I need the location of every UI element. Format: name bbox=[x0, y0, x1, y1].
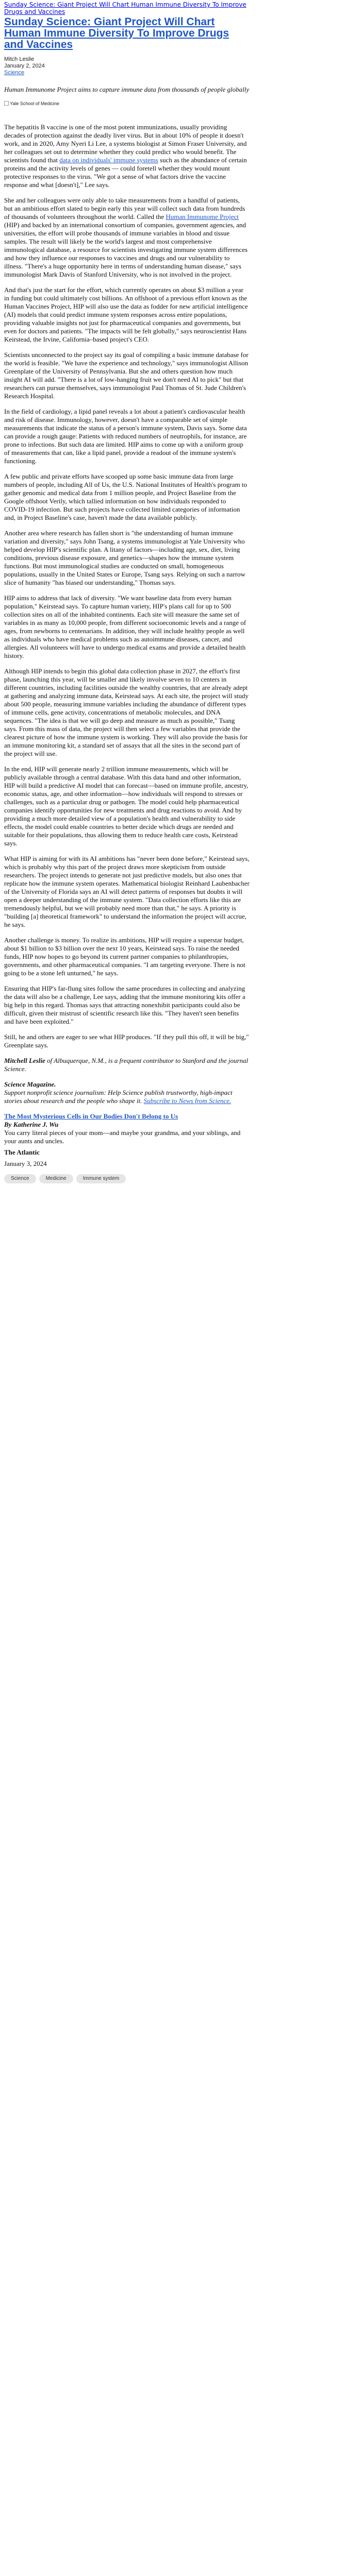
paragraph: Still, he and others are eager to see what HIP produces. "If they pull this off, it will be big," Greenplate says. bbox=[4, 1033, 249, 1049]
paragraph: The hepatitis B vaccine is one of the most potent immunizations, usually providing decades of protection against the deadly liver virus. But in about 10% of people it doesn't work, and in 2020, Amy Nyeri Li Lee, a systems biologist at Simon Fraser University, and her colleagues set out to determine whether they could predict who would benefit. The scientists found that data on individuals' immune systems such as the abundance of certain proteins and the activity levels of genes — could foretell whether they would mount protective responses to the virus. "We got a sense of what factors drive the vaccine response and what [doesn't]," Lee says. bbox=[4, 123, 247, 189]
image-credit bbox=[4, 101, 250, 107]
related-article-date: January 3, 2024 bbox=[4, 1160, 47, 1167]
subscribe-link[interactable]: Subscribe to News from Science. bbox=[143, 1097, 232, 1105]
paragraph: Although HIP intends to begin this global data collection phase in 2027, the effort's first phase, launching this year, will be smaller and likely involve seven to 10 centers in different countries, including facilities outside the wealthy countries, that are already adept at gathering and analyzing immune data, Keirstead says. At each site, the project will study about 500 people, measuring immune variables including the abundance of different types of immune cells, gene activity, concentrations of metabolic molecules, and DNA sequences. "The idea is that we will go deep and measure as much as possible," Tsang says. From this mass of data, the project will then select a few variables that provide the clearest picture of how the immune system is working. They will also provide the basis for an immune monitoring kit, a standard set of assays that all the sites in the second part of the project will use. bbox=[4, 667, 249, 757]
article-lede: Human Immunome Project aims to capture immune data from thousands of people globally bbox=[4, 86, 250, 93]
immune-data-link[interactable]: data on individuals' immune systems bbox=[59, 156, 158, 164]
author-name: Mitch Leslie bbox=[4, 56, 35, 62]
article-headline[interactable]: Sunday Science: Giant Project Will Chart Human Immune Diversity To Improve Drugs and Vaccines bbox=[4, 16, 229, 50]
paragraph: Another area where research has fallen short is "the understanding of human immune variation and diversity," says John Tsang, a systems immunologist at Yale University who helped develop HIP's scientific plan. A litany of factors—including age, sex, diet, living conditions, previous disease exposure, and genetics—shapes how the immune system functions. But most immunological studies are conducted on small, homogeneous populations, usually in the United States or Europe, Tsang says. Relying on such a narrow slice of humanity "has biased our understanding," Thomas says. bbox=[4, 529, 245, 586]
tag-medicine[interactable]: Medicine bbox=[39, 1174, 73, 1183]
tag-science[interactable]: Science bbox=[4, 1174, 36, 1183]
image-credit-text: Yale School of Medicine bbox=[10, 101, 59, 106]
related-article bbox=[4, 1112, 250, 1168]
author-signature: Mitchell Leslie bbox=[4, 1057, 45, 1064]
related-article-title[interactable]: The Most Mysterious Cells in Our Bodies Don't Belong to Us bbox=[4, 1112, 178, 1120]
tag-list bbox=[4, 1174, 250, 1183]
header-image[interactable] bbox=[4, 1, 250, 15]
related-article-summary: You carry literal pieces of your mom—and maybe your grandma, and your siblings, and your aunts and uncles. bbox=[4, 1129, 241, 1145]
article bbox=[4, 0, 250, 1183]
paragraph: HIP aims to address that lack of diversity. "We want baseline data from every human population," Keirstead says. To capture human variety, HIP's plans call for up to 500 collection sites on all of the inhabited continents. Each site will measure the same set of variables in as many as 10,000 people, from different socioeconomic levels and a range of ages, from newborns to centenarians. In addition, they will include healthy people as well as individuals who have medical problems such as autoimmune diseases, cancer, and allergies. All volunteers will have to undergo medical exams and provide a detailed health history. bbox=[4, 594, 247, 659]
paragraph: In the field of cardiology, a lipid panel reveals a lot about a patient's cardiovascular health and risk of disease. Immunology, however, doesn't have a comparable set of simple measurements that indicate the status of a person's immune system, Davis says. Some data can provide a rough gauge: Patients with reduced numbers of neutrophils, for instance, are prone to infections. But such data are limited. HIP aims to come up with a uniform group of measurements that can, like a lipid panel, provide a readout of the immune system's functioning. bbox=[4, 408, 247, 465]
related-article-byline: By Katherine J. Wu bbox=[4, 1121, 59, 1128]
paragraph: Scientists unconnected to the project say its goal of compiling a basic immune database for the world is feasible. "We have the experience and technology," says immunologist Allison Greenplate of the University of Pennsylvania. But she and others question how much insight AI will add. "There is a lot of low-hanging fruit we don't need AI to pick" but that researchers can pursue themselves, says immunologist Paul Thomas of St. Jude Children's Research Hospital. bbox=[4, 351, 249, 400]
header-image-alt[interactable]: Sunday Science: Giant Project Will Chart Human Immune Diversity To Improve Drugs and Vaccines bbox=[4, 1, 247, 15]
author-bio: Mitchell Leslie of Albuquerque, N.M., is a frequent contributor to Stanford and the journal Science. bbox=[4, 1057, 249, 1073]
paragraph: Ensuring that HIP's far-flung sites follow the same procedures in collecting and analyzing the data will also be a challenge, Lee says, adding that the immune monitoring kits offer a big help in this regard. Thomas says that attracting nonexhibit participants could also be difficult, given their mistrust of scientific research like this. "They haven't seen benefits and have been exploited." bbox=[4, 985, 245, 1025]
related-article-source: The Atlantic bbox=[4, 1148, 40, 1156]
paragraph: She and her colleagues were only able to take measurements from a handful of patients, but an ambitious effort slated to begin early this year will collect such data from hundreds of thousands of volunteers throughout the world. Called the Human Immunome Project (HIP) and backed by an international consortium of companies, government agencies, and universities, the effort will probe thousands of immune variables in blood and tissue samples. The result will likely be the world's largest and most comprehensive immunological database, a resource for scientists investigating immune system differences and how they influence our responses to vaccines and drugs and our vulnerability to illness. "There's a huge opportunity here in terms of understanding human disease," says immunologist Mark Davis of Stanford University, who is not involved in the project. bbox=[4, 196, 248, 278]
promo-title: Science Magazine. bbox=[4, 1080, 56, 1088]
section-link[interactable]: Science bbox=[4, 70, 25, 76]
tag-immune-system[interactable]: Immune system bbox=[76, 1174, 126, 1183]
paragraph: What HIP is aiming for with its AI ambitions has "never been done before," Keirstead says, which is probably why this part of the project draws more skepticism from outside researchers. The project intends to generate not just predictive models, but also ones that replicate how the immune system operates. Mathematical biologist Reinhard Laubenbacher of the University of Florida says an AI will detect patterns of responses but doubts it will open a deeper understanding of the immune system. "Data collection efforts like this are tremendously helpful, but we will probably need more than that," he says. A priority is "building [a] theoretical framework" to understand the information the project will accrue, he says. bbox=[4, 855, 250, 928]
paragraph: Another challenge is money. To realize its ambitions, HIP will require a superstar budget, about $1 billion to $3 billion over the next 10 years, Keirstead says. To raise the needed funds, HIP now hopes to go beyond its current partner companies to philanthropies, governments, and other pharmaceutical companies. "I am targeting everyone. There is not going to be a stone left unturned," he says. bbox=[4, 936, 245, 977]
human-immunome-project-link[interactable]: Human Immunome Project bbox=[166, 213, 239, 221]
paragraph: In the end, HIP will generate nearly 2 trillion immune measurements, which will be publicly available through a central database. With this data hand and other information, HIP will build a predictive AI model that can forecast—based on immune profile, ancestry, economic status, age, and other information—how individuals will respond to stresses or challenges, such as a particular drug or pathogen. The model could help pharmaceutical companies identify opportunities for new treatments and drug reactions to avoid. And by providing a much more detailed view of a population's health and vulnerability to side effects, the model could enable countries to better decide which drugs are needed and suitable for their populations, thus allowing them to reduce health care costs, Keirstead says. bbox=[4, 765, 249, 847]
paragraph: A few public and private efforts have scooped up some basic immune data from large numbers of people, including All of Us, the U.S. National Institutes of Health's program to gather genomic and medical data from 1 million people, and Project Baseline from the Google offshoot Verily, which tallied information on how individuals responded to COVID-19 infection. But such projects have collected limited categories of information and, in Project Baseline's case, haven't made the data available publicly. bbox=[4, 472, 247, 521]
article-body bbox=[4, 123, 250, 1183]
promo-text: Support nonprofit science journalism: Help Science publish trustworthy, high-impact stories about research and the people who shape it. Subscribe to News from Science. bbox=[4, 1089, 233, 1105]
publish-date: January 2, 2024 bbox=[4, 63, 45, 69]
broken-image-icon bbox=[4, 101, 9, 106]
paragraph: And that's just the start for the effort, which currently operates on about $3 million a year in funding but could ultimately cost billions. An offshoot of a previous effort known as the Human Vaccines Project, HIP will also use the data as fodder for new artificial intelligence (AI) models that could predict immune system responses across entire populations, providing valuable insights not just for pharmaceutical companies and governments, but even for doctors and patients. "The impacts will be felt globally," says neuroscientist Hans Keirstead, the Irvine, California–based project's CEO. bbox=[4, 286, 248, 343]
article-meta bbox=[4, 56, 250, 76]
